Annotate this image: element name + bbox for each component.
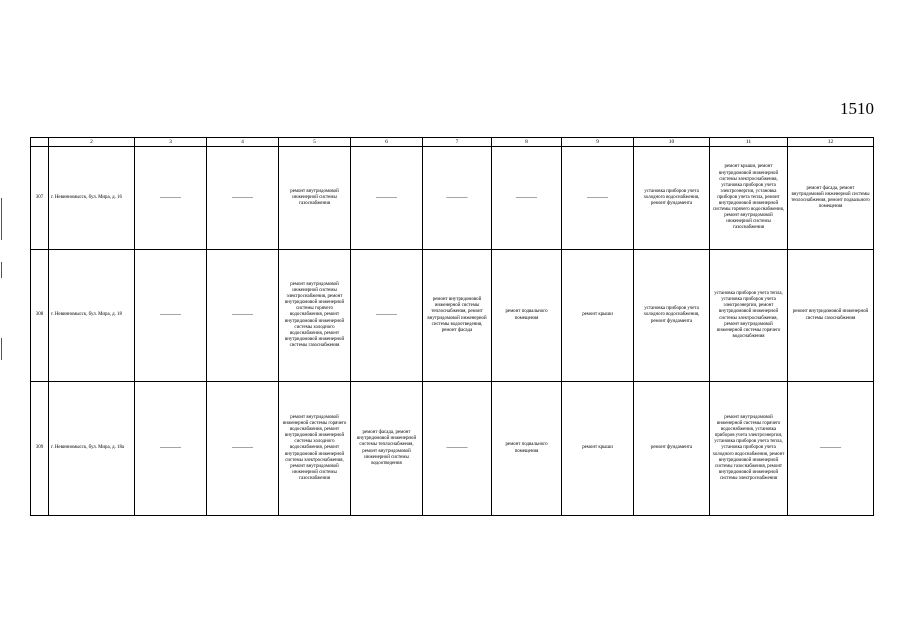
empty-dash: ——— — [446, 192, 468, 201]
table-cell: ремонт внутридомовой инженерной системы горячего водоснабжения, ремонт внутридомовой инженерной системы холодного водоснабжения, ремонт внутридомовой инженерной системы электроснабжения, ремонт внутридомовой инженерной системы газоснабжения — [279, 382, 351, 516]
table-cell — [135, 250, 207, 382]
empty-dash: ——— — [587, 192, 608, 201]
page-number: 1510 — [840, 99, 874, 118]
table-cell: ремонт внутридомовой инженерной системы горячего водоснабжения, установка приборов учета электроэнергии, установка приборов учета тепла, установка приборов учета холодного водоснабжения, ремонт внутридомовой инженерной системы газоснабжения, ремонт внутридомовой инженерной системы электроснабжения — [710, 382, 788, 516]
table-cell — [351, 147, 423, 250]
table-cell: ремонт внутридомовой инженерной системы электроснабжения, ремонт внутридомовой инженерной системы горячего водоснабжения, ремонт внутридомовой инженерной системы холодного водоснабжения, ремонт внутридомовой инженерной системы газоснабжения — [279, 250, 351, 382]
header-cell: 6 — [351, 138, 423, 147]
table-cell: ремонт крыши — [562, 382, 634, 516]
row-number: 309 — [31, 382, 49, 516]
empty-dash: ——— — [232, 443, 253, 452]
table-cell: ремонт крыши, ремонт внутридомовой инженерной системы электроснабжения, установка приборов учета электроэнергии, установка приборов учета тепла, ремонт внутридомовой инженерной системы горячего водоснабжения, ремонт внутридомовой инженерной системы газоснабжения — [710, 147, 788, 250]
address-cell: г. Невинномысск, бул. Мира, д. 18 — [49, 250, 135, 382]
empty-dash: ——— — [376, 310, 397, 319]
left-margin-mark — [1, 198, 2, 240]
table-row — [31, 382, 874, 516]
header-cell: 3 — [135, 138, 207, 147]
table-row — [31, 147, 874, 250]
row-number: 307 — [31, 147, 49, 250]
header-cell: 8 — [492, 138, 562, 147]
empty-dash: ——— — [516, 192, 537, 201]
table-cell — [492, 147, 562, 250]
header-cell: 11 — [710, 138, 788, 147]
left-margin-mark — [1, 262, 2, 278]
table-cell: ремонт внутридомовой инженерной системы теплоснабжения, ремонт внутридомовой инженерной системы водоотведения, ремонт фасада — [423, 250, 492, 382]
empty-dash: ——— — [820, 443, 841, 452]
table-cell — [351, 250, 423, 382]
table-cell: установка приборов учета тепла, установка приборов учета электроэнергии, ремонт внутридомовой инженерной системы электроснабжения, ремонт внутридомовой инженерной системы горячего водоснабжения — [710, 250, 788, 382]
table-cell: ремонт подвального помещения — [492, 382, 562, 516]
table-row — [31, 250, 874, 382]
header-row — [31, 138, 874, 147]
table-cell: ремонт фасада, ремонт внутридомовой инженерной системы теплоснабжения, ремонт подвального помещения — [788, 147, 874, 250]
table-cell: установка приборов учета холодного водоснабжения, ремонт фундамента — [634, 250, 710, 382]
table-cell: установка приборов учета холодного водоснабжения, ремонт фундамента — [634, 147, 710, 250]
header-cell — [31, 138, 49, 147]
empty-dash: ——— — [232, 310, 253, 319]
header-cell: 10 — [634, 138, 710, 147]
header-cell: 4 — [207, 138, 279, 147]
table-cell — [207, 147, 279, 250]
table-cell: ремонт крыши — [562, 250, 634, 382]
empty-dash: ——— — [232, 192, 253, 201]
table-cell — [135, 382, 207, 516]
header-cell: 12 — [788, 138, 874, 147]
repair-schedule-table — [30, 137, 874, 516]
table-cell: ремонт фундамента — [634, 382, 710, 516]
header-cell: 5 — [279, 138, 351, 147]
table-cell: ремонт внутридомовой инженерной системы газоснабжения — [279, 147, 351, 250]
empty-dash: ——— — [446, 443, 468, 452]
header-cell: 9 — [562, 138, 634, 147]
table-cell: ремонт внутридомовой инженерной системы газоснабжения — [788, 250, 874, 382]
header-cell: 2 — [49, 138, 135, 147]
table-cell — [207, 250, 279, 382]
address-cell: г. Невинномысск, бул. Мира, д. 16 — [49, 147, 135, 250]
table-cell — [562, 147, 634, 250]
table-cell — [423, 382, 492, 516]
table-cell: ремонт подвального помещения — [492, 250, 562, 382]
left-margin-mark — [1, 338, 2, 360]
table-cell — [135, 147, 207, 250]
empty-dash: ——— — [376, 192, 397, 201]
empty-dash: ——— — [160, 310, 181, 319]
address-cell: г. Невинномысск, бул. Мира, д. 18а — [49, 382, 135, 516]
table-cell: ремонт фасада, ремонт внутридомовой инженерной системы теплоснабжения, ремонт внутридомовой инженерной системы водоотведения — [351, 382, 423, 516]
table-cell — [423, 147, 492, 250]
empty-dash: ——— — [160, 192, 181, 201]
row-number: 308 — [31, 250, 49, 382]
table-cell — [207, 382, 279, 516]
empty-dash: ——— — [160, 443, 181, 452]
table-cell — [788, 382, 874, 516]
header-cell: 7 — [423, 138, 492, 147]
